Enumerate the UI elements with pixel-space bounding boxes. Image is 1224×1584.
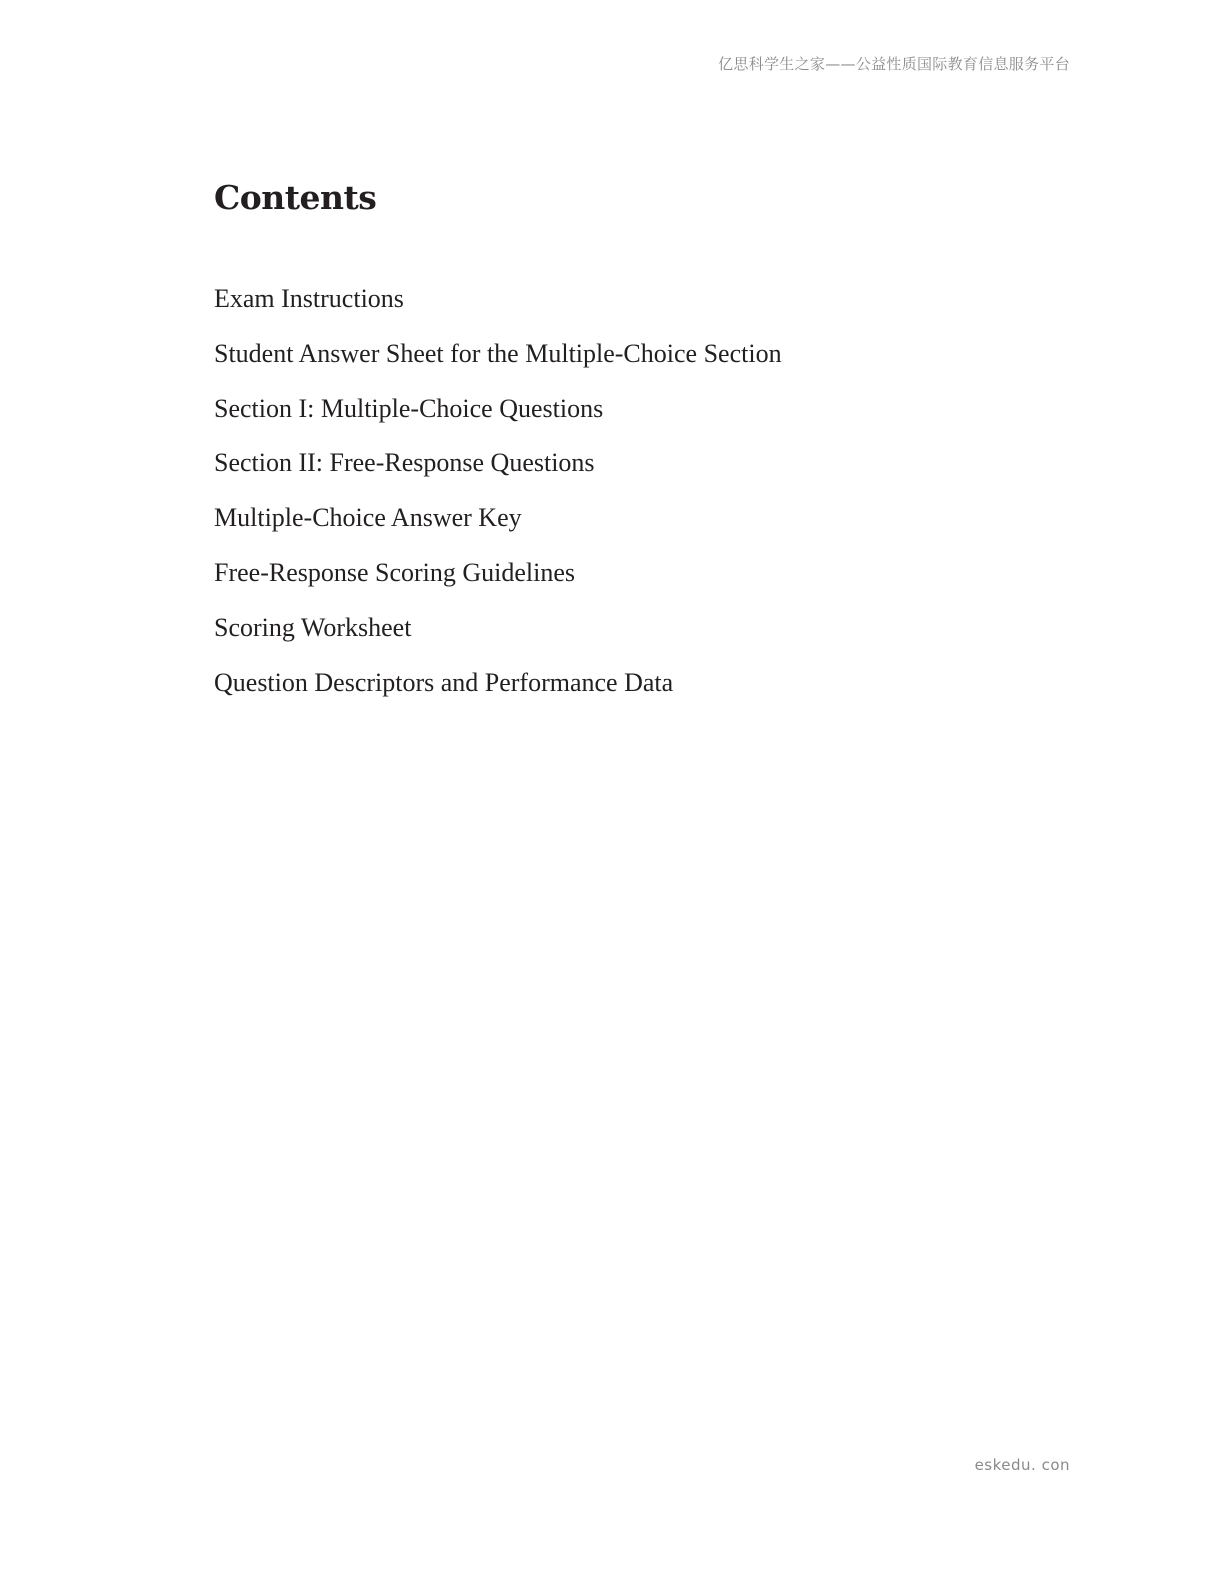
page-title: Contents <box>214 178 377 217</box>
table-of-contents <box>214 285 1034 723</box>
toc-item-question-descriptors: Question Descriptors and Performance Data <box>214 667 674 697</box>
toc-item-section-2-free-response: Section II: Free-Response Questions <box>214 448 595 478</box>
toc-item-free-response-scoring: Free-Response Scoring Guidelines <box>214 557 576 587</box>
toc-item-section-1-multiple-choice: Section I: Multiple-Choice Questions <box>214 393 604 423</box>
toc-item-scoring-worksheet: Scoring Worksheet <box>214 612 412 642</box>
footer-watermark-text: eskedu. con <box>974 1456 1070 1474</box>
toc-item-exam-instructions: Exam Instructions <box>214 284 404 313</box>
toc-item-multiple-choice-answer-key: Multiple-Choice Answer Key <box>214 503 522 533</box>
toc-item-student-answer-sheet: Student Answer Sheet for the Multiple-Choice Section <box>214 338 782 368</box>
contents-section <box>214 178 1034 723</box>
header-watermark-text: 亿思科学生之家——公益性质国际教育信息服务平台 <box>718 55 1070 73</box>
